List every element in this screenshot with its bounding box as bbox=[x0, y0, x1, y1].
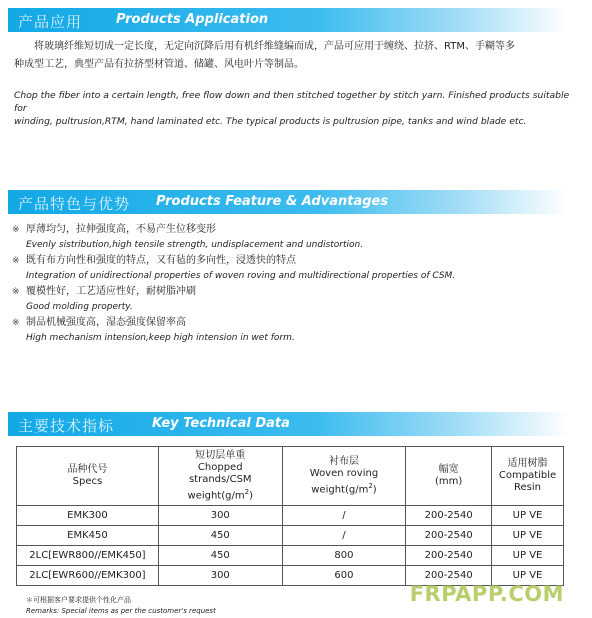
table-cell: UP VE bbox=[492, 546, 564, 566]
remark-en: Remarks: Special items as per the customer's request bbox=[26, 607, 216, 615]
application-text-cn bbox=[14, 38, 570, 74]
application-text-cn-line2: 种成型工艺，典型产品有拉挤型材管道、储罐、风电叶片等制品。 bbox=[14, 59, 304, 70]
reference-mark-icon: ※ bbox=[12, 225, 20, 235]
remark-cn: ＊可根据客户要求提供个性化产品 bbox=[26, 596, 131, 604]
table-cell: UP VE bbox=[492, 526, 564, 546]
feature-item bbox=[12, 315, 572, 346]
table-cell: 300 bbox=[158, 566, 282, 586]
feature-text-en: Good molding property. bbox=[26, 302, 133, 312]
section-title-en: Products Feature & Advantages bbox=[156, 194, 389, 209]
table-cell: 600 bbox=[282, 566, 406, 586]
column-header-resin: 适用树脂 Compatible Resin bbox=[492, 447, 564, 506]
application-text-en bbox=[14, 89, 574, 128]
table-cell: 300 bbox=[158, 506, 282, 526]
column-header-woven-weight: 衬布层 Woven roving $weight(g/m^2)$ bbox=[282, 447, 406, 506]
section-title-cn: 产品应用 bbox=[18, 13, 83, 31]
section-banner-technical bbox=[8, 412, 568, 436]
table-cell: 800 bbox=[282, 546, 406, 566]
feature-text-cn: 厚薄均匀，拉伸强度高，不易产生位移变形 bbox=[26, 224, 216, 235]
application-text-en-line2: winding, pultrusion,RTM, hand laminated etc. The typical products is pultrusion pipe, tanks and wind blade etc. bbox=[14, 116, 527, 127]
table-cell: UP VE bbox=[492, 506, 564, 526]
reference-mark-icon: ※ bbox=[12, 287, 20, 297]
section-title-en: Products Application bbox=[116, 12, 269, 27]
table-cell: EMK450 bbox=[17, 526, 159, 546]
feature-text-en: Evenly sistribution,high tensile strength, undisplacement and undistortion. bbox=[26, 240, 364, 250]
feature-list bbox=[12, 222, 572, 346]
feature-text-cn: 覆模性好，工艺适应性好，耐树脂冲刷 bbox=[26, 286, 196, 297]
table-cell: 200-2540 bbox=[406, 566, 492, 586]
watermark-logo: FRPAPP.COM bbox=[409, 582, 564, 606]
table-cell: 450 bbox=[158, 546, 282, 566]
feature-text-cn: 既有布方向性和强度的特点，又有毡的多向性，浸透快的特点 bbox=[26, 255, 296, 266]
table-cell: 2LC[EWR600//EMK300] bbox=[17, 566, 159, 586]
table-row bbox=[17, 526, 564, 546]
feature-item bbox=[12, 284, 572, 315]
feature-item bbox=[12, 222, 572, 253]
table-cell: 200-2540 bbox=[406, 546, 492, 566]
feature-text-en: Integration of unidirectional properties of woven roving and multidirectional properties of CSM. bbox=[26, 271, 456, 281]
table-cell: 450 bbox=[158, 526, 282, 546]
section-banner-application bbox=[8, 8, 568, 32]
feature-text-cn: 制品机械强度高，湿态强度保留率高 bbox=[26, 317, 186, 328]
column-header-chopped-weight: 短切层单重 Chopped strands/CSM $weight(g/m^2)$ bbox=[158, 447, 282, 506]
section-title-cn: 产品特色与优势 bbox=[18, 195, 131, 213]
table-cell: 2LC[EWR800//EMK450] bbox=[17, 546, 159, 566]
table-cell: 200-2540 bbox=[406, 506, 492, 526]
table-cell: / bbox=[282, 526, 406, 546]
reference-mark-icon: ※ bbox=[12, 318, 20, 328]
reference-mark-icon: ※ bbox=[12, 256, 20, 266]
table-cell: / bbox=[282, 506, 406, 526]
section-title-cn: 主要技术指标 bbox=[18, 417, 115, 435]
section-banner-features bbox=[8, 190, 568, 214]
table-cell: UP VE bbox=[492, 566, 564, 586]
application-text-cn-line1: 将玻璃纤维短切成一定长度，无定向沉降后用有机纤维缝编而成，产品可应用于缠绕、拉挤、RTM、手糊等多 bbox=[34, 41, 515, 52]
section-title-en: Key Technical Data bbox=[152, 416, 290, 431]
table-row bbox=[17, 506, 564, 526]
table-cell: EMK300 bbox=[17, 506, 159, 526]
table-row bbox=[17, 546, 564, 566]
column-header-specs: 品种代号 Specs bbox=[17, 447, 159, 506]
application-text-en-line1: Chop the fiber into a certain length, free flow down and then stitched together by stitch yarn. Finished products suitable for bbox=[14, 90, 570, 114]
feature-item bbox=[12, 253, 572, 284]
technical-data-table bbox=[16, 446, 564, 586]
column-header-width: 幅宽 (mm) bbox=[406, 447, 492, 506]
feature-text-en: High mechanism intension,keep high intension in wet form. bbox=[26, 333, 295, 343]
table-cell: 200-2540 bbox=[406, 526, 492, 546]
table-header-row bbox=[17, 447, 564, 506]
